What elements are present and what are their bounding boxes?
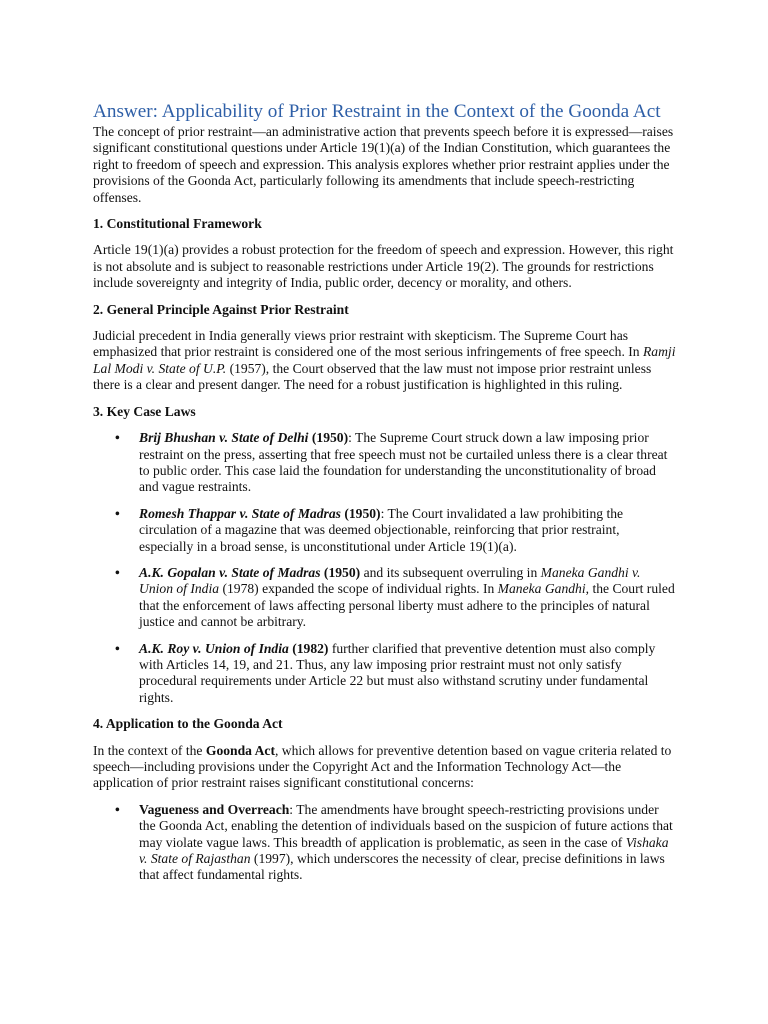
key-case-laws-list xyxy=(93,430,676,706)
text-run: (1957), the Court observed that the law must not impose prior restraint unless there is a clear and present danger. The need for a robust justification is highlighted in this ruling. xyxy=(93,360,652,393)
text-run: Judicial precedent in India generally views prior restraint with skepticism. The Supreme Court has emphasized that prior restraint is considered one of the most serious infringements of free speech. In xyxy=(93,328,643,360)
intro-paragraph: The concept of prior restraint—an administrative action that prevents speech before it is expressed—raises significant constitutional questions under Article 19(1)(a) of the Indian Constitution, which guarantees the right to freedom of speech and expression. This analysis explores whether prior restraint applies under the provisions of the Goonda Act, particularly following its amendments that include speech-restricting offenses. xyxy=(93,124,674,205)
section-heading-application: 4. Application to the Goonda Act xyxy=(93,716,283,732)
document-title: Answer: Applicability of Prior Restraint in the Context of the Goonda Act xyxy=(93,101,661,122)
text-run: (1978) expanded the scope of individual rights. In xyxy=(219,581,498,597)
list-item xyxy=(139,802,676,884)
case-year: (1950) xyxy=(308,430,349,446)
constitutional-framework-paragraph: Article 19(1)(a) provides a robust protection for the freedom of speech and expression. However, this right is not absolute and is subject to reasonable restrictions under Article 19(2). The grounds for restrictions include sovereignty and integrity of India, public order, decency or morality, and others. xyxy=(93,242,674,291)
case-year: (1982) xyxy=(288,640,329,656)
text-run: , which allows for preventive detention based on vague criteria related to speech—including provisions under the Copyright Act and the Information Technology Act—the application of prior restraint raises significant constitutional concerns: xyxy=(93,742,672,791)
case-year: (1950) xyxy=(320,564,361,580)
text-run: : The amendments have brought speech-restricting provisions under the Goonda Act, enabling the detention of individuals based on the suspicion of future actions that may violate vague laws. This breadth of application is problematic, as seen in the case of xyxy=(139,801,673,850)
case-name: Vishaka v. State of Rajasthan xyxy=(139,834,669,867)
list-item xyxy=(139,641,676,707)
list-item xyxy=(139,565,676,631)
text-run: (1997), which underscores the necessity of clear, precise definitions in laws that affect fundamental rights. xyxy=(139,851,665,883)
text-run: , the Court ruled that the enforcement of laws affecting personal liberty must adhere to the principles of natural justice and cannot be arbitrary. xyxy=(139,581,675,630)
case-name: Brij Bhushan v. State of Delhi xyxy=(139,430,309,446)
text-run: and its subsequent overruling in xyxy=(360,564,541,580)
list-item xyxy=(139,430,676,496)
section-heading-key-case-laws: 3. Key Case Laws xyxy=(93,403,196,419)
document-body xyxy=(93,101,676,894)
case-name: Maneka Gandhi xyxy=(497,581,586,597)
application-list xyxy=(93,802,676,884)
case-name: A.K. Roy v. Union of India xyxy=(139,640,289,656)
application-paragraph xyxy=(93,743,676,792)
text-run: In the context of the xyxy=(93,742,206,758)
case-name: Maneka Gandhi v. Union of India xyxy=(139,564,641,597)
section-heading-general-principle: 2. General Principle Against Prior Restraint xyxy=(93,301,349,317)
general-principle-paragraph xyxy=(93,328,676,394)
bullet-label: Vagueness and Overreach xyxy=(139,801,290,817)
case-name: A.K. Gopalan v. State of Madras xyxy=(139,564,321,580)
list-item xyxy=(139,506,676,555)
bold-term: Goonda Act xyxy=(205,742,275,758)
case-name: Romesh Thappar v. State of Madras xyxy=(139,505,341,521)
case-year: (1950) xyxy=(340,505,381,521)
case-name: Ramji Lal Modi v. State of U.P. xyxy=(93,344,676,376)
section-heading-constitutional-framework: 1. Constitutional Framework xyxy=(93,216,262,232)
text-run: : The Supreme Court struck down a law imposing prior restraint on the press, asserting that free speech must not be curtailed unless there is a clear threat to public order. This case laid the foundation for understanding the unconstitutionality of broad and vague restraints. xyxy=(139,430,668,495)
text-run: : The Court invalidated a law prohibiting the circulation of a magazine that was deemed objectionable, reinforcing that prior restraint, especially in a broad sense, is unconstitutional under Article 19(1)(a). xyxy=(139,505,624,554)
text-run: further clarified that preventive detention must also comply with Articles 14, 19, and 21. Thus, any law imposing prior restraint must not only satisfy procedural requirements under Article 22 but must also withstand scrutiny under fundamental rights. xyxy=(139,640,656,705)
